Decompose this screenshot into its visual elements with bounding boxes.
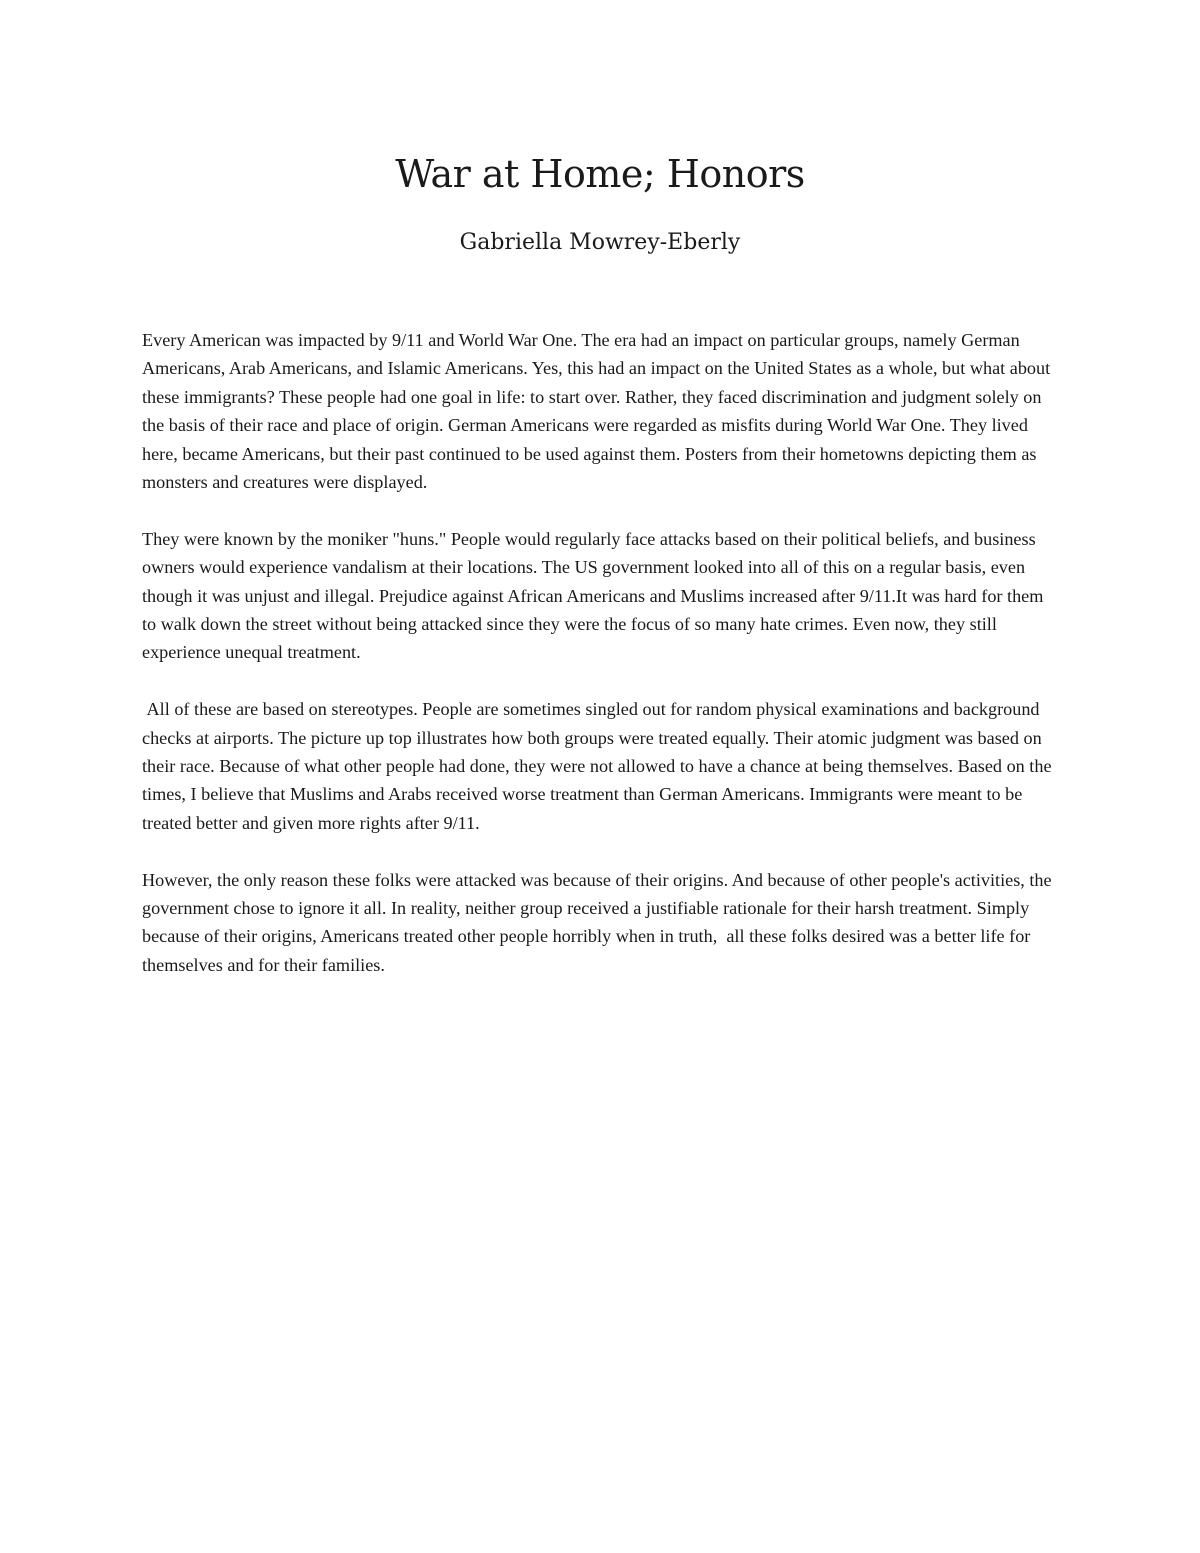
document-author: Gabriella Mowrey-Eberly bbox=[459, 230, 741, 255]
document-body bbox=[142, 326, 1062, 1008]
body-paragraph: However, the only reason these folks were attacked was because of their origins. And because of other people's activities, the government chose to ignore it all. In reality, neither group received a justifiable rationale for their harsh treatment. Simply because of their origins, Americans treated other people horribly when in truth, all these folks desired was a better life for themselves and for their families. bbox=[142, 869, 1057, 975]
body-paragraph: Every American was impacted by 9/11 and World War One. The era had an impact on particular groups, namely German Americans, Arab Americans, and Islamic Americans. Yes, this had an impact on the United States as a whole, but what about these immigrants? These people had one goal in life: to start over. Rather, they faced discrimination and judgment solely on the basis of their race and place of origin. German Americans were regarded as misfits during World War One. They lived here, became Americans, but their past continued to be used against them. Posters from their hometowns depicting them as monsters and creatures were displayed. bbox=[142, 330, 1055, 493]
body-paragraph: They were known by the moniker "huns." People would regularly face attacks based on their political beliefs, and business owners would experience vandalism at their locations. The US government looked into all of this on a regular basis, even though it was unjust and illegal. Prejudice against African Americans and Muslims increased after 9/11.It was hard for them to walk down the street without being attacked since they were the focus of so many hate crimes. Even now, they still experience unequal treatment. bbox=[142, 528, 1048, 663]
body-paragraph: All of these are based on stereotypes. People are sometimes singled out for random physical examinations and background checks at airports. The picture up top illustrates how both groups were treated equally. Their atomic judgment was based on their race. Because of what other people had done, they were not allowed to have a chance at being themselves. Based on the times, I believe that Muslims and Arabs received worse treatment than German Americans. Immigrants were meant to be treated better and given more rights after 9/11. bbox=[142, 699, 1057, 833]
document-title: War at Home; Honors bbox=[395, 152, 805, 196]
